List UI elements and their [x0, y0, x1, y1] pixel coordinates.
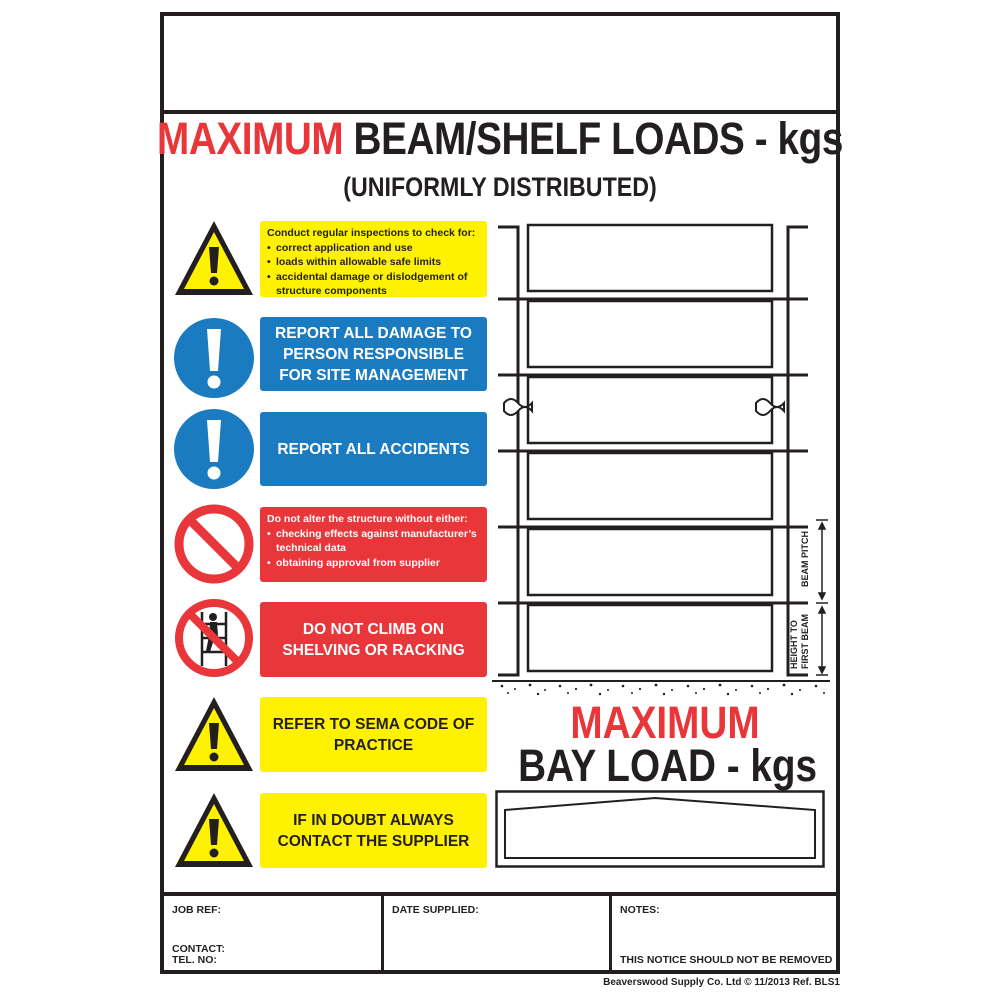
inspection-heading: Conduct regular inspections to check for: [267, 227, 476, 239]
mandatory-exclamation-icon [172, 316, 256, 400]
ground-speckle [501, 684, 825, 696]
footer-form [164, 892, 836, 970]
job-ref-label: JOB REF: [172, 904, 222, 916]
contact-label: CONTACT: [172, 943, 225, 955]
title-beam-shelf-loads: BEAM/SHELF LOADS - kgs [353, 113, 843, 164]
warning-triangle-icon [172, 693, 256, 777]
tel-no-label: TEL. NO: [172, 954, 217, 966]
page-title [70, 113, 930, 164]
report-accidents-notice: REPORT ALL ACCIDENTS [260, 412, 487, 486]
notes-cell [612, 896, 836, 970]
mandatory-exclamation-icon [172, 407, 256, 491]
inspection-bullet: • loads within allowable safe limits [267, 255, 480, 270]
contact-supplier-notice: IF IN DOUBT ALWAYS CONTACT THE SUPPLIER [260, 793, 487, 868]
do-not-alter-bullet: • obtaining approval from supplier [267, 556, 480, 571]
prohibition-icon [172, 502, 256, 586]
height-to-first-beam-label-2: FIRST BEAM [800, 614, 810, 669]
beam-pitch-label: BEAM PITCH [800, 531, 810, 587]
report-damage-notice: REPORT ALL DAMAGE TO PERSON RESPONSIBLE FOR SITE MANAGEMENT [260, 317, 487, 391]
do-not-alter-notice [260, 507, 487, 582]
inspection-notice [260, 221, 487, 297]
height-to-first-beam-label-1: HEIGHT TO [789, 620, 799, 669]
bay-load-title: BAY LOAD - kgs [518, 740, 818, 791]
no-climbing-icon [172, 596, 256, 680]
do-not-climb-notice: DO NOT CLIMB ON SHELVING OR RACKING [260, 602, 487, 677]
date-supplied-cell [384, 896, 612, 970]
racking-diagram [490, 215, 840, 705]
page-subtitle: (UNIFORMLY DISTRIBUTED) [343, 172, 657, 202]
job-ref-cell [164, 896, 384, 970]
notes-label: NOTES: [620, 904, 660, 916]
do-not-alter-heading: Do not alter the structure without either: [267, 513, 468, 525]
sema-code-notice: REFER TO SEMA CODE OF PRACTICE [260, 697, 487, 772]
title-maximum: MAXIMUM [157, 113, 344, 164]
inspection-bullet: • correct application and use [267, 241, 480, 256]
blank-header-panel [164, 16, 836, 114]
do-not-remove-warning: THIS NOTICE SHOULD NOT BE REMOVED [620, 954, 833, 966]
bay-load-title-maximum: MAXIMUM [570, 697, 760, 748]
supplier-credit: Beaverswood Supply Co. Ltd © 11/2013 Ref. BLS1 [603, 977, 840, 988]
warning-triangle-icon [172, 789, 256, 873]
do-not-alter-bullet: • checking effects against manufacturer’s technical data [267, 527, 480, 556]
warning-triangle-icon [172, 217, 256, 301]
inspection-bullet: • accidental damage or dislodgement of structure components [267, 270, 480, 299]
bay-load-value-box [495, 790, 825, 868]
date-supplied-label: DATE SUPPLIED: [392, 904, 479, 916]
